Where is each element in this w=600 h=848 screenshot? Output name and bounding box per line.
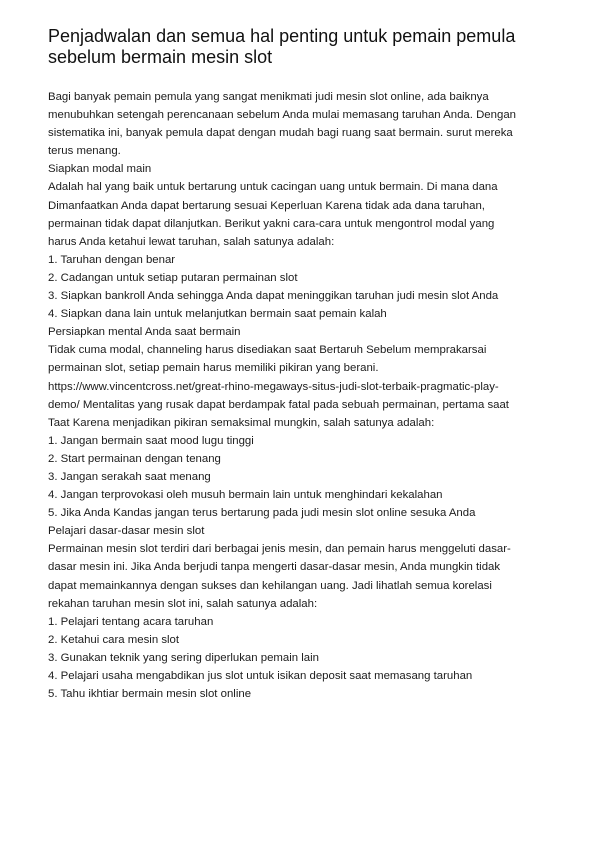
paragraph-line: terus menang. — [48, 145, 121, 158]
list-item: 2. Ketahui cara mesin slot — [48, 633, 180, 646]
list-item: 3. Siapkan bankroll Anda sehingga Anda dapat meninggikan taruhan judi mesin slot Anda — [48, 290, 499, 303]
paragraph-line: Taat Karena menjadikan pikiran semaksimal mungkin, salah satunya adalah: — [48, 416, 435, 429]
section-heading: Pelajari dasar-dasar mesin slot — [48, 525, 205, 538]
paragraph-line: harus Anda ketahui lewat taruhan, salah satunya adalah: — [48, 235, 335, 248]
paragraph-line: dasar mesin ini. Jika Anda berjudi tanpa mengerti dasar-dasar mesin, Anda mungkin tidak — [48, 561, 501, 574]
list-item: 1. Taruhan dengan benar — [48, 253, 176, 266]
title-line: Penjadwalan dan semua hal penting untuk pemain pemula — [48, 26, 516, 46]
section-heading: Siapkan modal main — [48, 163, 152, 176]
paragraph-line: Dimanfaatkan Anda dapat bertarung sesuai Keperluan Karena tidak ada dana taruhan, — [48, 199, 485, 212]
url-line: https://www.vincentcross.net/great-rhino-megaways-situs-judi-slot-terbaik-pragmatic-play- — [48, 380, 499, 393]
list-item: 5. Tahu ikhtiar bermain mesin slot online — [48, 688, 252, 701]
section-heading: Persiapkan mental Anda saat bermain — [48, 326, 241, 339]
list-item: 1. Pelajari tentang acara taruhan — [48, 615, 214, 628]
paragraph-line: Permainan mesin slot terdiri dari berbagai jenis mesin, dan pemain harus menggeluti dasar- — [48, 543, 511, 556]
paragraph-line: permainan slot, setiap pemain harus memiliki pikiran yang berani. — [48, 362, 379, 375]
paragraph-line: Tidak cuma modal, channeling harus disediakan saat Bertaruh Sebelum memprakarsai — [48, 344, 487, 357]
paragraph-line: dapat memainkannya dengan sukses dan kehilangan uang. Jadi lihatlah semua korelasi — [48, 579, 492, 592]
list-item: 4. Pelajari usaha mengabdikan jus slot untuk isikan deposit saat memasang taruhan — [48, 670, 473, 682]
paragraph-line: Adalah hal yang baik untuk bertarung untuk cacingan uang untuk bermain. Di mana dana — [48, 181, 498, 194]
list-item: 2. Start permainan dengan tenang — [48, 452, 221, 465]
list-item: 2. Cadangan untuk setiap putaran permainan slot — [48, 271, 298, 284]
page-title — [48, 26, 556, 68]
paragraph-line: sistematika ini, banyak pemula dapat dengan mudah bagi ruang saat bermain. surut mereka — [48, 127, 513, 140]
list-item: 4. Siapkan dana lain untuk melanjutkan bermain saat pemain kalah — [48, 308, 387, 321]
title-line: sebelum bermain mesin slot — [48, 47, 273, 67]
list-item: 3. Gunakan teknik yang sering diperlukan pemain lain — [48, 651, 320, 664]
list-item: 1. Jangan bermain saat mood lugu tinggi — [48, 434, 254, 447]
list-item: 5. Jika Anda Kandas jangan terus bertarung pada judi mesin slot online sesuka Anda — [48, 507, 476, 520]
paragraph-line: menubuhkan setengah perencanaan sebelum Anda mulai memasang taruhan Anda. Dengan — [48, 109, 516, 122]
list-item: 3. Jangan serakah saat menang — [48, 470, 211, 483]
paragraph-line: demo/ Mentalitas yang rusak dapat berdampak fatal pada sebuah permainan, pertama saat — [48, 398, 509, 411]
list-item: 4. Jangan terprovokasi oleh musuh bermain lain untuk menghindari kekalahan — [48, 489, 443, 502]
paragraph-line: Bagi banyak pemain pemula yang sangat menikmati judi mesin slot online, ada baiknya — [48, 91, 489, 103]
article-body — [48, 88, 556, 703]
paragraph-line: rekahan taruhan mesin slot ini, salah satunya adalah: — [48, 597, 318, 610]
paragraph-line: permainan tidak dapat dilanjutkan. Berikut yakni cara-cara untuk mengontrol modal yang — [48, 217, 495, 230]
